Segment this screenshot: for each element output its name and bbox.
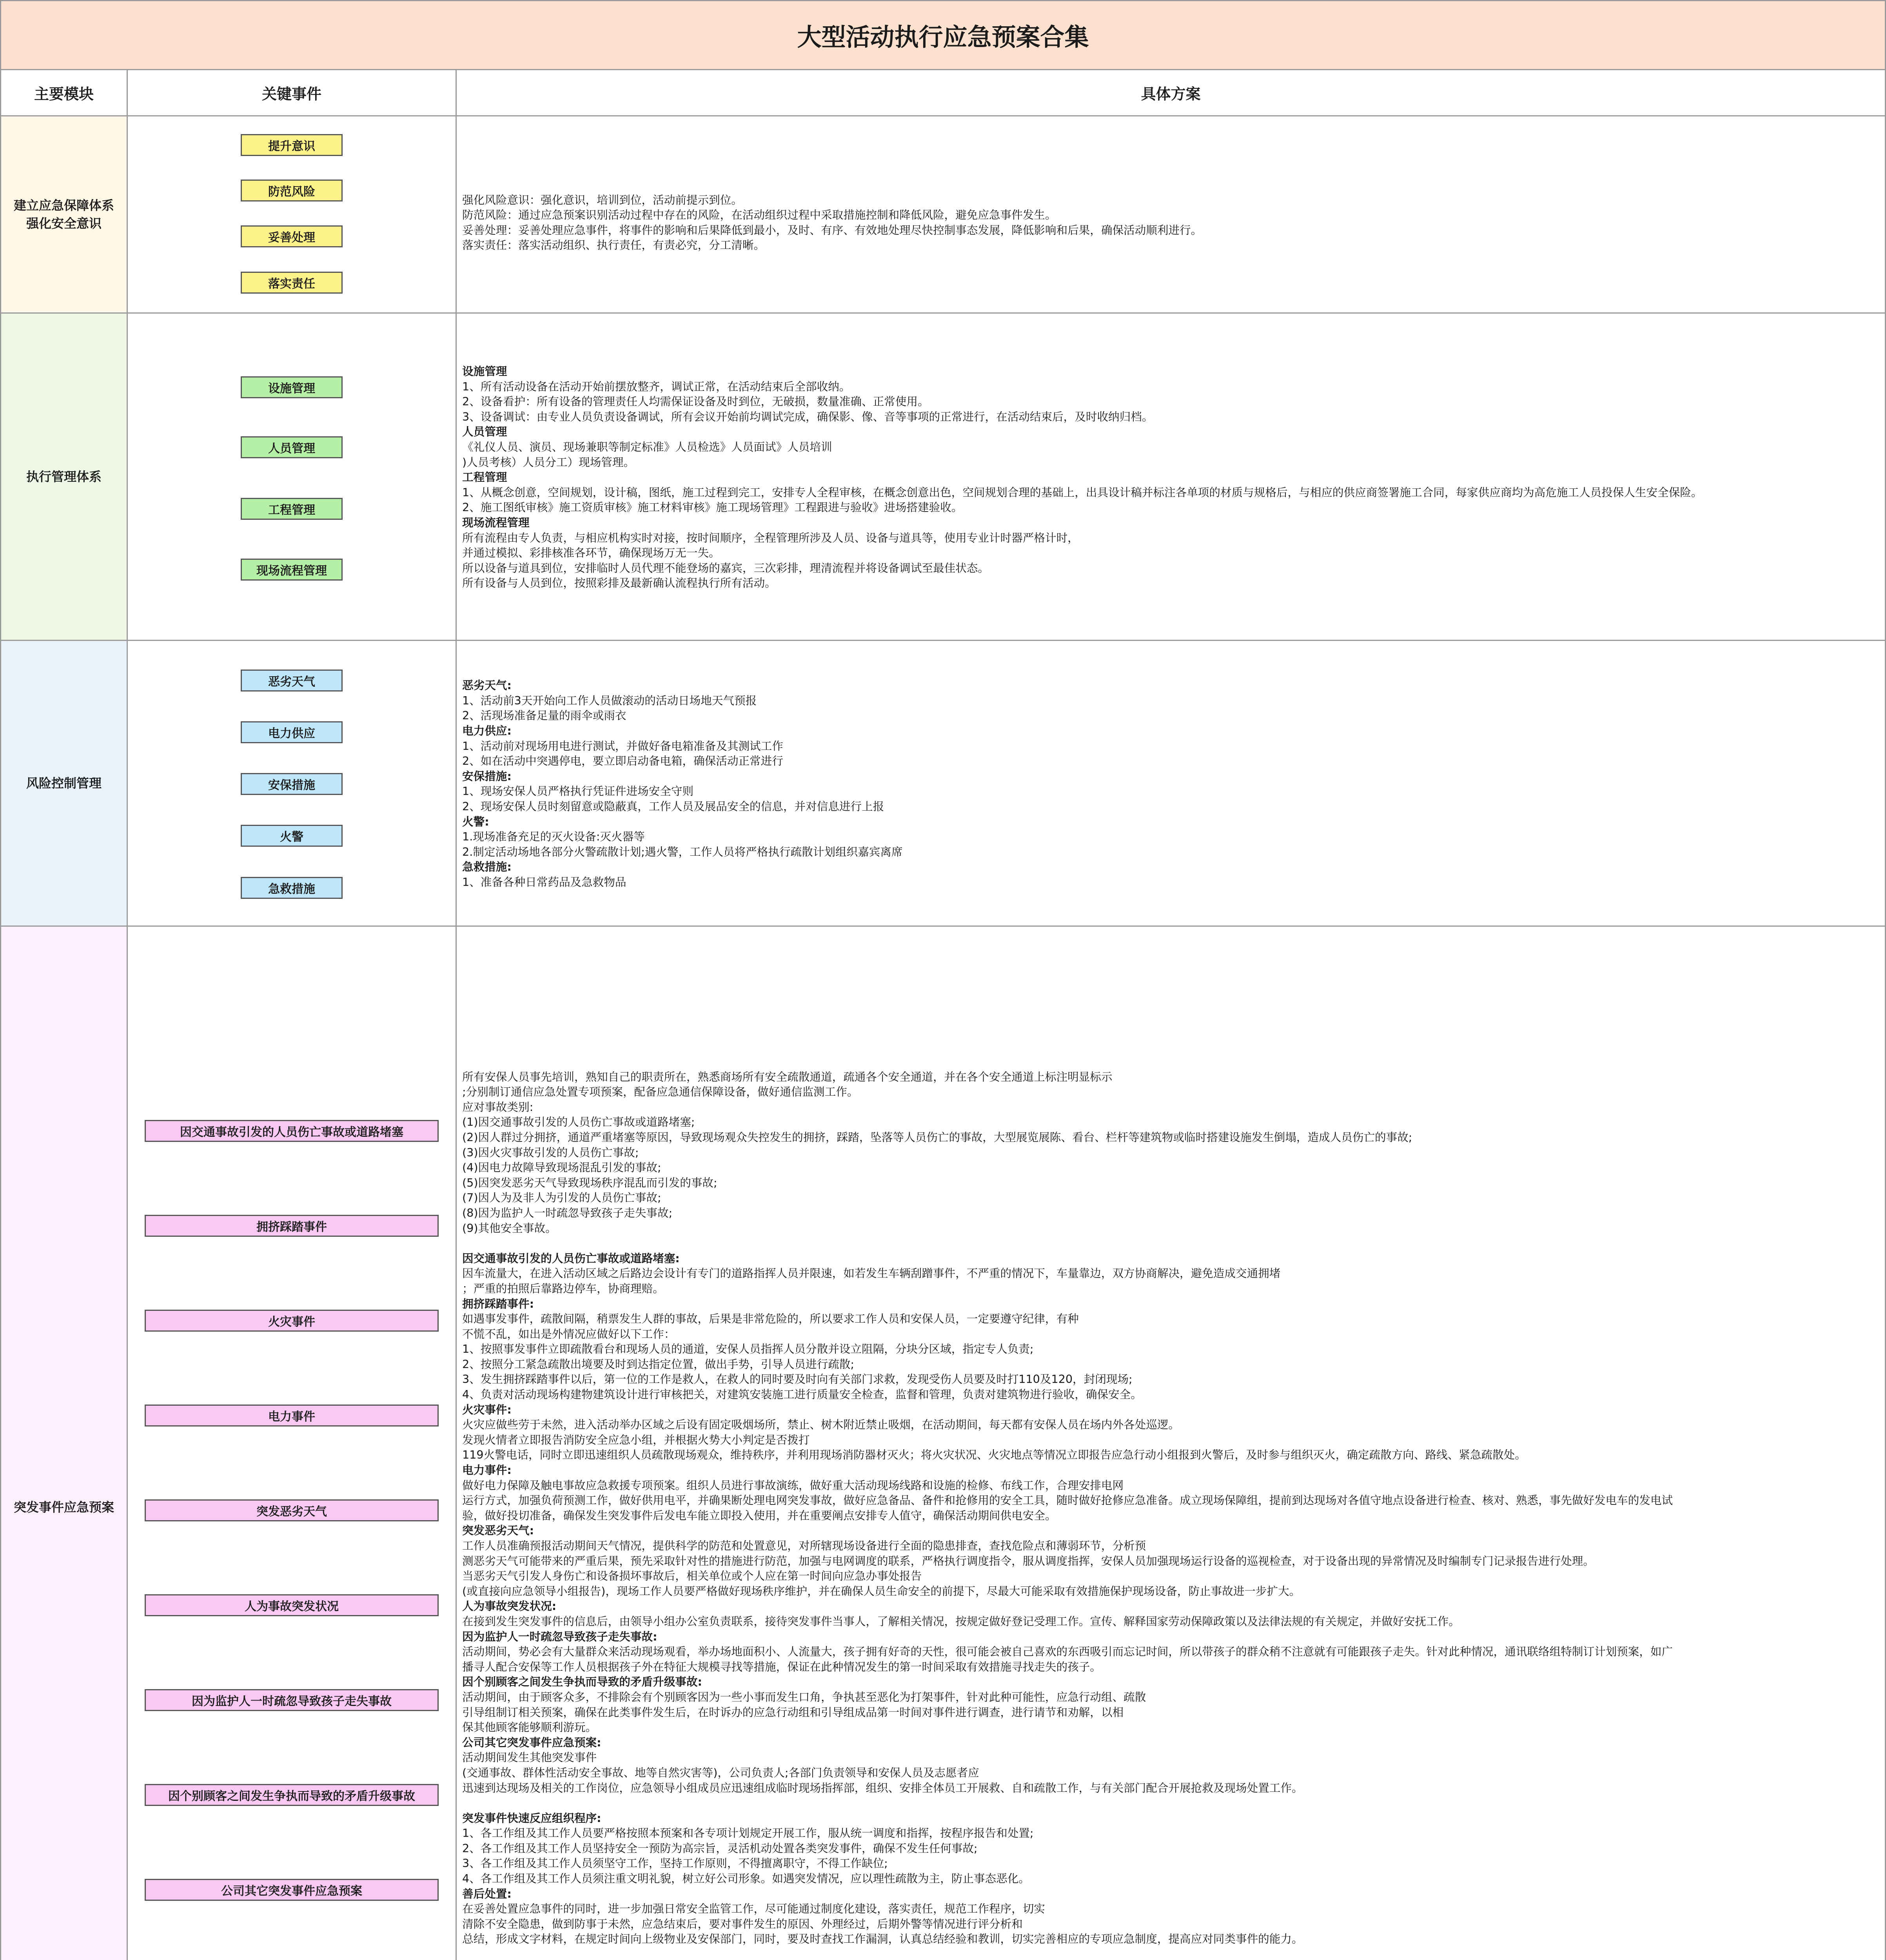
plan-line: 如遇事发事件，疏散间隔，稍票发生人群的事故，后果是非常危险的，所以要求工作人员和安保人员，一定要遵守纪律，有种 bbox=[462, 1312, 1079, 1326]
plan-line bbox=[462, 1236, 1873, 1251]
plan-line: (1)因交通事故引发的人员伤亡事故或道路堵塞; bbox=[462, 1115, 695, 1129]
plan-line: 强化风险意识：强化意识，培训到位，活动前提示到位。 bbox=[462, 193, 742, 207]
event-chip: 人员管理 bbox=[241, 436, 343, 458]
event-column bbox=[128, 314, 456, 640]
section-row bbox=[1, 116, 1885, 314]
plan-line: 因为监护人一时疏忽导致孩子走失事故: bbox=[462, 1630, 657, 1643]
plan-line: 所以设备与道具到位，安排临时人员代理不能登场的嘉宾，三次彩排，理清流程并将设备调试至最佳状态。 bbox=[462, 561, 989, 575]
plan-line: 工程管理 bbox=[462, 470, 507, 484]
plan-text bbox=[462, 177, 1873, 253]
event-chip: 提升意识 bbox=[241, 134, 343, 156]
event-chip: 工程管理 bbox=[241, 498, 343, 520]
plan-line: 2、现场安保人员时刻留意或隐蔽真，工作人员及展品安全的信息，并对信息进行上报 bbox=[462, 800, 884, 813]
event-column bbox=[128, 927, 456, 1960]
plan-line: 1、活动前对现场用电进行测试，并做好备电箱准备及其测试工作 bbox=[462, 739, 783, 753]
event-chip: 设施管理 bbox=[241, 376, 343, 398]
plan-line: 保其他顾客能够顺利游玩。 bbox=[462, 1720, 597, 1734]
plan-line: 活动期间发生其他突发事件 bbox=[462, 1751, 597, 1764]
plan-line: 1、准备各种日常药品及急救物品 bbox=[462, 875, 626, 889]
plan-line: 2、各工作组及其工作人员坚持安全一预防为高宗旨，灵活机动处置各类突发事件，确保不发生任何事故; bbox=[462, 1841, 978, 1855]
section-row bbox=[1, 641, 1885, 927]
plan-text bbox=[462, 678, 1873, 889]
plan-line: 做好电力保障及触电事故应急救援专项预案。组织人员进行事故演练，做好重大活动现场线路和设施的检修、布线工作，合理安排电网 bbox=[462, 1478, 1124, 1492]
event-chip: 恶劣天气 bbox=[241, 670, 343, 691]
plan-line: 不慌不乱，如出是外情况应做好以下工作： bbox=[462, 1327, 675, 1341]
header-event: 关键事件 bbox=[261, 85, 321, 103]
plan-line: 因车流量大，在进入活动区域之后路边会设计有专门的道路指挥人员并限速，如若发生车辆刮蹭事件，不严重的情况下，车量靠边，双方协商解决，避免造成交通拥堵 bbox=[462, 1267, 1281, 1280]
column-divider bbox=[456, 70, 457, 1960]
event-chip: 火警 bbox=[241, 825, 343, 847]
plan-line: (7)因人为及非人为引发的人员伤亡事故; bbox=[462, 1191, 661, 1205]
plan-line: 拥挤踩踏事件: bbox=[462, 1297, 534, 1310]
plan-text bbox=[462, 364, 1873, 591]
event-chip: 因交通事故引发的人员伤亡事故或道路堵塞 bbox=[145, 1120, 439, 1142]
module-label: 风险控制管理 bbox=[1, 641, 127, 926]
plan-line: 活动期间，势必会有大量群众来活动现场观看，举办场地面积小、人流量大，孩子拥有好奇的天性，很可能会被自己喜欢的东西吸引而忘记时间，所以带孩子的群众稍不注意就有可能跟孩子走失。针对此种情况，通讯联络组特制订计划预案，如广 bbox=[462, 1645, 1673, 1659]
plan-line: (交通事故、群体性活动安全事故、地等自然灾害等)，公司负责人;各部门负责领导和安保人员及志愿者应 bbox=[462, 1766, 979, 1779]
plan-line: 设施管理 bbox=[462, 365, 507, 378]
plan-line: 《礼仪人员、演员、现场兼职等制定标准》人员检选》人员面试》人员培训 bbox=[462, 440, 832, 454]
module-label: 建立应急保障体系 强化安全意识 bbox=[1, 116, 127, 312]
plan-line: (2)因人群过分拥挤，通道严重堵塞等原因，导致现场观众失控发生的拥挤，踩踏，坠落等人员伤亡的事故，大型展览展陈、看台、栏杆等建筑物或临时搭建设施发生倒塌，造成人员伤亡的事故; bbox=[462, 1130, 1412, 1144]
page-title: 大型活动执行应急预案合集 bbox=[1, 1, 1885, 70]
plan-line: 安保措施: bbox=[462, 769, 512, 783]
header-module: 主要模块 bbox=[34, 85, 94, 103]
section-row bbox=[1, 314, 1885, 641]
plan-line: 2、设备看护：所有设备的管理责任人均需保证设备及时到位，无破损，数量准确、正常使用。 bbox=[462, 395, 929, 408]
plan-line: 播寻人配合安保等工作人员根据孩子外在特征大规模寻找等措施，保证在此种情况发生的第一时间采取有效措施寻找走失的孩子。 bbox=[462, 1660, 1101, 1673]
module-label: 执行管理体系 bbox=[1, 314, 127, 640]
plan-line: 因交通事故引发的人员伤亡事故或道路堵塞: bbox=[462, 1251, 680, 1265]
plan-line: 迅速到达现场及相关的工作岗位，应急领导小组成员应迅速组成临时现场指挥部，组织、安排全体员工开展救、自和疏散工作，与有关部门配合开展抢救及现场处置工作。 bbox=[462, 1781, 1303, 1795]
event-chip: 急救措施 bbox=[241, 877, 343, 899]
event-chip: 安保措施 bbox=[241, 773, 343, 795]
plan-line: 火灾应做些劳于未然，进入活动举办区域之后设有固定吸烟场所，禁止、树木附近禁止吸烟，在活动期间，每天都有安保人员在场内外各处巡逻。 bbox=[462, 1418, 1180, 1432]
plan-line: 人为事故突发状况: bbox=[462, 1599, 557, 1613]
plan-line: 1、各工作组及其工作人员要严格按照本预案和各专项计划规定开展工作，服从统一调度和指挥，按程序报告和处置; bbox=[462, 1826, 1034, 1840]
plan-line: 火警: bbox=[462, 815, 489, 828]
plan-line: 1、活动前3天开始向工作人员做滚动的活动日场地天气预报 bbox=[462, 693, 757, 707]
event-chip: 突发恶劣天气 bbox=[145, 1499, 439, 1521]
section-row bbox=[1, 927, 1885, 1960]
event-chip: 公司其它突发事件应急预案 bbox=[145, 1879, 439, 1901]
column-divider bbox=[127, 70, 128, 1960]
plan-line: 急救措施: bbox=[462, 860, 512, 874]
plan-line: 在妥善处置应急事件的同时，进一步加强日常安全监管工作，尽可能通过制度化建设，落实责任，规范工作程序，切实 bbox=[462, 1902, 1045, 1916]
plan-line: 突发事件快速反应组织程序: bbox=[462, 1811, 601, 1825]
plan-line: 1、现场安保人员严格执行凭证件进场安全守则 bbox=[462, 784, 694, 798]
event-column bbox=[128, 641, 456, 926]
plan-line: 2.制定活动场地各部分火警疏散计划;遇火警，工作人员将严格执行疏散计划组织嘉宾离席 bbox=[462, 845, 903, 858]
plan-line: 3、各工作组及其工作人员须坚守工作，坚持工作原则，不得擅离职守，不得工作缺位; bbox=[462, 1857, 888, 1870]
event-chip: 妥善处理 bbox=[241, 225, 343, 247]
plan-line: 运行方式，加强负荷预测工作，做好供用电平，并确果断处理电网突发事故，做好应急备品、备件和抢修用的安全工具，随时做好抢修应急准备。成立现场保障组，提前到达现场对各值守地点设备进行检查、核对、熟悉，事先做好发电车的发电试 bbox=[462, 1494, 1673, 1507]
event-chip: 火灾事件 bbox=[145, 1310, 439, 1332]
event-chip: 拥挤踩踏事件 bbox=[145, 1215, 439, 1237]
event-chip: 落实责任 bbox=[241, 272, 343, 294]
plan-line: 防范风险：通过应急预案识别活动过程中存在的风险，在活动组织过程中采取措施控制和降低风险，避免应急事件发生。 bbox=[462, 208, 1056, 222]
plan-line: 清除不安全隐患，做到防事于未然，应急结束后，要对事件发生的原因、外理经过，后期外警等情况进行评分析和 bbox=[462, 1917, 1023, 1931]
plan-line: 所有设备与人员到位，按照彩排及最新确认流程执行所有活动。 bbox=[462, 576, 776, 590]
plan-line: 4、负责对活动现场构建物建筑设计进行审核把关，对建筑安装施工进行质量安全检查，监督和管理，负责对建筑物进行验收，确保安全。 bbox=[462, 1388, 1142, 1401]
plan-line: 恶劣天气: bbox=[462, 679, 512, 692]
event-chip: 电力事件 bbox=[145, 1405, 439, 1426]
plan-line: 1、所有活动设备在活动开始前摆放整齐，调试正常，在活动结束后全部收纳。 bbox=[462, 379, 851, 393]
plan-line: 2、如在活动中突遇停电，要立即启动备电箱，确保活动正常进行 bbox=[462, 754, 783, 768]
plan-line: (4)因电力故障导致现场混乱引发的事故; bbox=[462, 1161, 661, 1174]
plan-line: ；严重的拍照后靠路边停车，协商理赔。 bbox=[462, 1281, 664, 1295]
event-chip: 现场流程管理 bbox=[241, 559, 343, 581]
plan-line bbox=[462, 177, 1873, 192]
plan-line: 落实责任：落实活动组织、执行责任，有责必究，分工清晰。 bbox=[462, 238, 765, 252]
plan-line: (5)因突发恶劣天气导致现场秩序混乱而引发的事故; bbox=[462, 1176, 717, 1189]
table-header bbox=[1, 70, 1885, 116]
plan-line: 1、从概念创意，空间规划，设计稿，图纸，施工过程到完工，安排专人全程审核，在概念创意出色，空间规划合理的基础上，出具设计稿并标注各单项的材质与规格后，与相应的供应商签署施工合同，每家供应商均为高危施工人员投保人生安全保险。 bbox=[462, 485, 1703, 499]
event-chip: 防范风险 bbox=[241, 180, 343, 201]
plan-line: 人员管理 bbox=[462, 425, 507, 439]
plan-line: 善后处置: bbox=[462, 1887, 512, 1900]
plan-text bbox=[462, 1069, 1873, 1947]
plan-line: 2、活现场准备足量的雨伞或雨衣 bbox=[462, 709, 626, 722]
event-chip: 因个别顾客之间发生争执而导致的矛盾升级事故 bbox=[145, 1784, 439, 1806]
plan-line: 活动期间，由于顾客众多，不排除会有个别顾客因为一些小事而发生口角，争执甚至恶化为打架事件，针对此种可能性，应急行动组、疏散 bbox=[462, 1690, 1146, 1704]
plan-line: 总结，形成文字材料，在规定时间向上级物业及安保部门，同时，要及时查找工作漏洞，认真总结经验和教训，切实完善相应的专项应急制度，提高应对同类事件的能力。 bbox=[462, 1932, 1303, 1946]
plan-line: (或直接向应急领导小组报告)，现场工作人员要严格做好现场秩序维护，并在确保人员生命安全的前提下，尽最大可能采取有效措施保护现场设备，防止事故进一步扩大。 bbox=[462, 1584, 1301, 1598]
plan-line: 当恶劣天气引发人身伤亡和设备损坏事故后，相关单位或个人应在第一时间向应急办事处报告 bbox=[462, 1569, 922, 1583]
plan-line: 引导组制订相关预案，确保在此类事件发生后，在时诉办的应急行动组和引导组成品第一时间对事件进行调查，进行请节和劝解，以相 bbox=[462, 1705, 1124, 1719]
event-chip: 因为监护人一时疏忽导致孩子走失事故 bbox=[145, 1689, 439, 1711]
plan-line: ;分别制订通信应急处置专项预案，配备应急通信保障设备，做好通信监测工作。 bbox=[462, 1085, 859, 1099]
plan-line: 3、设备调试：由专业人员负责设备调试，所有会议开始前均调试完成，确保影、像、音等事项的正常进行，在活动结束后，及时收纳归档。 bbox=[462, 410, 1153, 423]
plan-line: 2、按照分工紧急疏散出境要及时到达指定位置，做出手势，引导人员进行疏散; bbox=[462, 1357, 855, 1371]
plan-line: 公司其它突发事件应急预案: bbox=[462, 1735, 601, 1749]
plan-line: 1.现场准备充足的灭火设备:灭火器等 bbox=[462, 830, 645, 844]
plan-line: 测恶劣天气可能带来的严重后果，预先采取针对性的措施进行防范，加强与电网调度的联系，严格执行调度指令，服从调度指挥，安保人员加强现场运行设备的巡视检查，对于设备出现的异常情况及时编制专门记录报告进行处理。 bbox=[462, 1554, 1594, 1568]
plan-line: 应对事故类别: bbox=[462, 1100, 534, 1114]
plan-line: 并通过模拟、彩排核准各环节，确保现场万无一失。 bbox=[462, 546, 720, 560]
event-column bbox=[128, 116, 456, 312]
plan-line: 1、按照事发事件立即疏散看台和现场人员的通道，安保人员指挥人员分散并设立阻隔，分块分区域，指定专人负责; bbox=[462, 1342, 1034, 1356]
event-chip: 电力供应 bbox=[241, 721, 343, 743]
plan-line: 现场流程管理 bbox=[462, 515, 530, 529]
plan-line: 119火警电话，同时立即迅速组织人员疏散现场观众，维持秩序，并利用现场消防器材灭火；将火灾状况、火灾地点等情况立即报告应急行动小组报到火警后，及时参与组织灭火，确定疏散方向、路线、紧急疏散处。 bbox=[462, 1448, 1526, 1462]
plan-line: 因个别顾客之间发生争执而导致的矛盾升级事故: bbox=[462, 1675, 702, 1689]
plan-line: 4、各工作组及其工作人员须注重文明礼貌，树立好公司形象。如遇突发情况，应以理性疏散为主，防止事态恶化。 bbox=[462, 1872, 1030, 1886]
plan-line bbox=[462, 1795, 1873, 1811]
plan-line: 所有流程由专人负责，与相应机构实时对接，按时间顺序，全程管理所涉及人员、设备与道具等，使用专业计时器严格计时， bbox=[462, 531, 1079, 544]
plan-line: )人员考核）人员分工）现场管理。 bbox=[462, 455, 635, 469]
plan-line: (3)因火灾事故引发的人员伤亡事故; bbox=[462, 1145, 639, 1159]
event-chip: 人为事故突发状况 bbox=[145, 1594, 439, 1616]
plan-line: 所有安保人员事先培训，熟知自己的职责所在，熟悉商场所有安全疏散通道，疏通各个安全通道，并在各个安全通道上标注明显标示 bbox=[462, 1070, 1113, 1083]
plan-line: 在接到发生突发事件的信息后，由领导小组办公室负责联系，接待突发事件当事人，了解相关情况，按规定做好登记受理工作。宣传、解释国家劳动保障政策以及法律法规的有关规定，并做好安抚工作。 bbox=[462, 1614, 1460, 1628]
plan-line: 突发恶劣天气: bbox=[462, 1524, 534, 1537]
plan-line: 2、施工图纸审核》施工资质审核》施工材料审核》施工现场管理》工程跟进与验收》进场搭建验收。 bbox=[462, 501, 963, 514]
header-plan: 具体方案 bbox=[1141, 85, 1201, 103]
plan-line: (9)其他安全事故。 bbox=[462, 1221, 557, 1235]
plan-line: 火灾事件: bbox=[462, 1403, 512, 1416]
plan-line: (8)因为监护人一时疏忽导致孩子走失事故; bbox=[462, 1206, 673, 1220]
plan-line: 验，做好投切准备，确保发生突发事件后发电车能立即投入使用，并在重要阐点安排专人值守，确保活动期间供电安全。 bbox=[462, 1508, 1056, 1522]
plan-line: 工作人员准确预报活动期间天气情况，提供科学的防范和处置意见，对所辖现场设备进行全面的隐患排查，查找危险点和薄弱环节，分析预 bbox=[462, 1539, 1146, 1552]
plan-line: 电力供应: bbox=[462, 724, 512, 738]
plan-line: 3、发生拥挤踩踏事件以后，第一位的工作是救人，在救人的同时要及时向有关部门求救，发现受伤人员要及时打110及120，封闭现场; bbox=[462, 1372, 1133, 1386]
plan-line: 妥善处理：妥善处理应急事件，将事件的影响和后果降低到最小，及时、有序、有效地处理尽快控制事态发展，降低影响和后果，确保活动顺利进行。 bbox=[462, 223, 1202, 237]
module-label: 突发事件应急预案 bbox=[1, 927, 127, 1960]
plan-line: 发现火情者立即报告消防安全应急小组，并根据火势大小判定是否拨打 bbox=[462, 1433, 810, 1446]
plan-line: 电力事件: bbox=[462, 1463, 512, 1477]
